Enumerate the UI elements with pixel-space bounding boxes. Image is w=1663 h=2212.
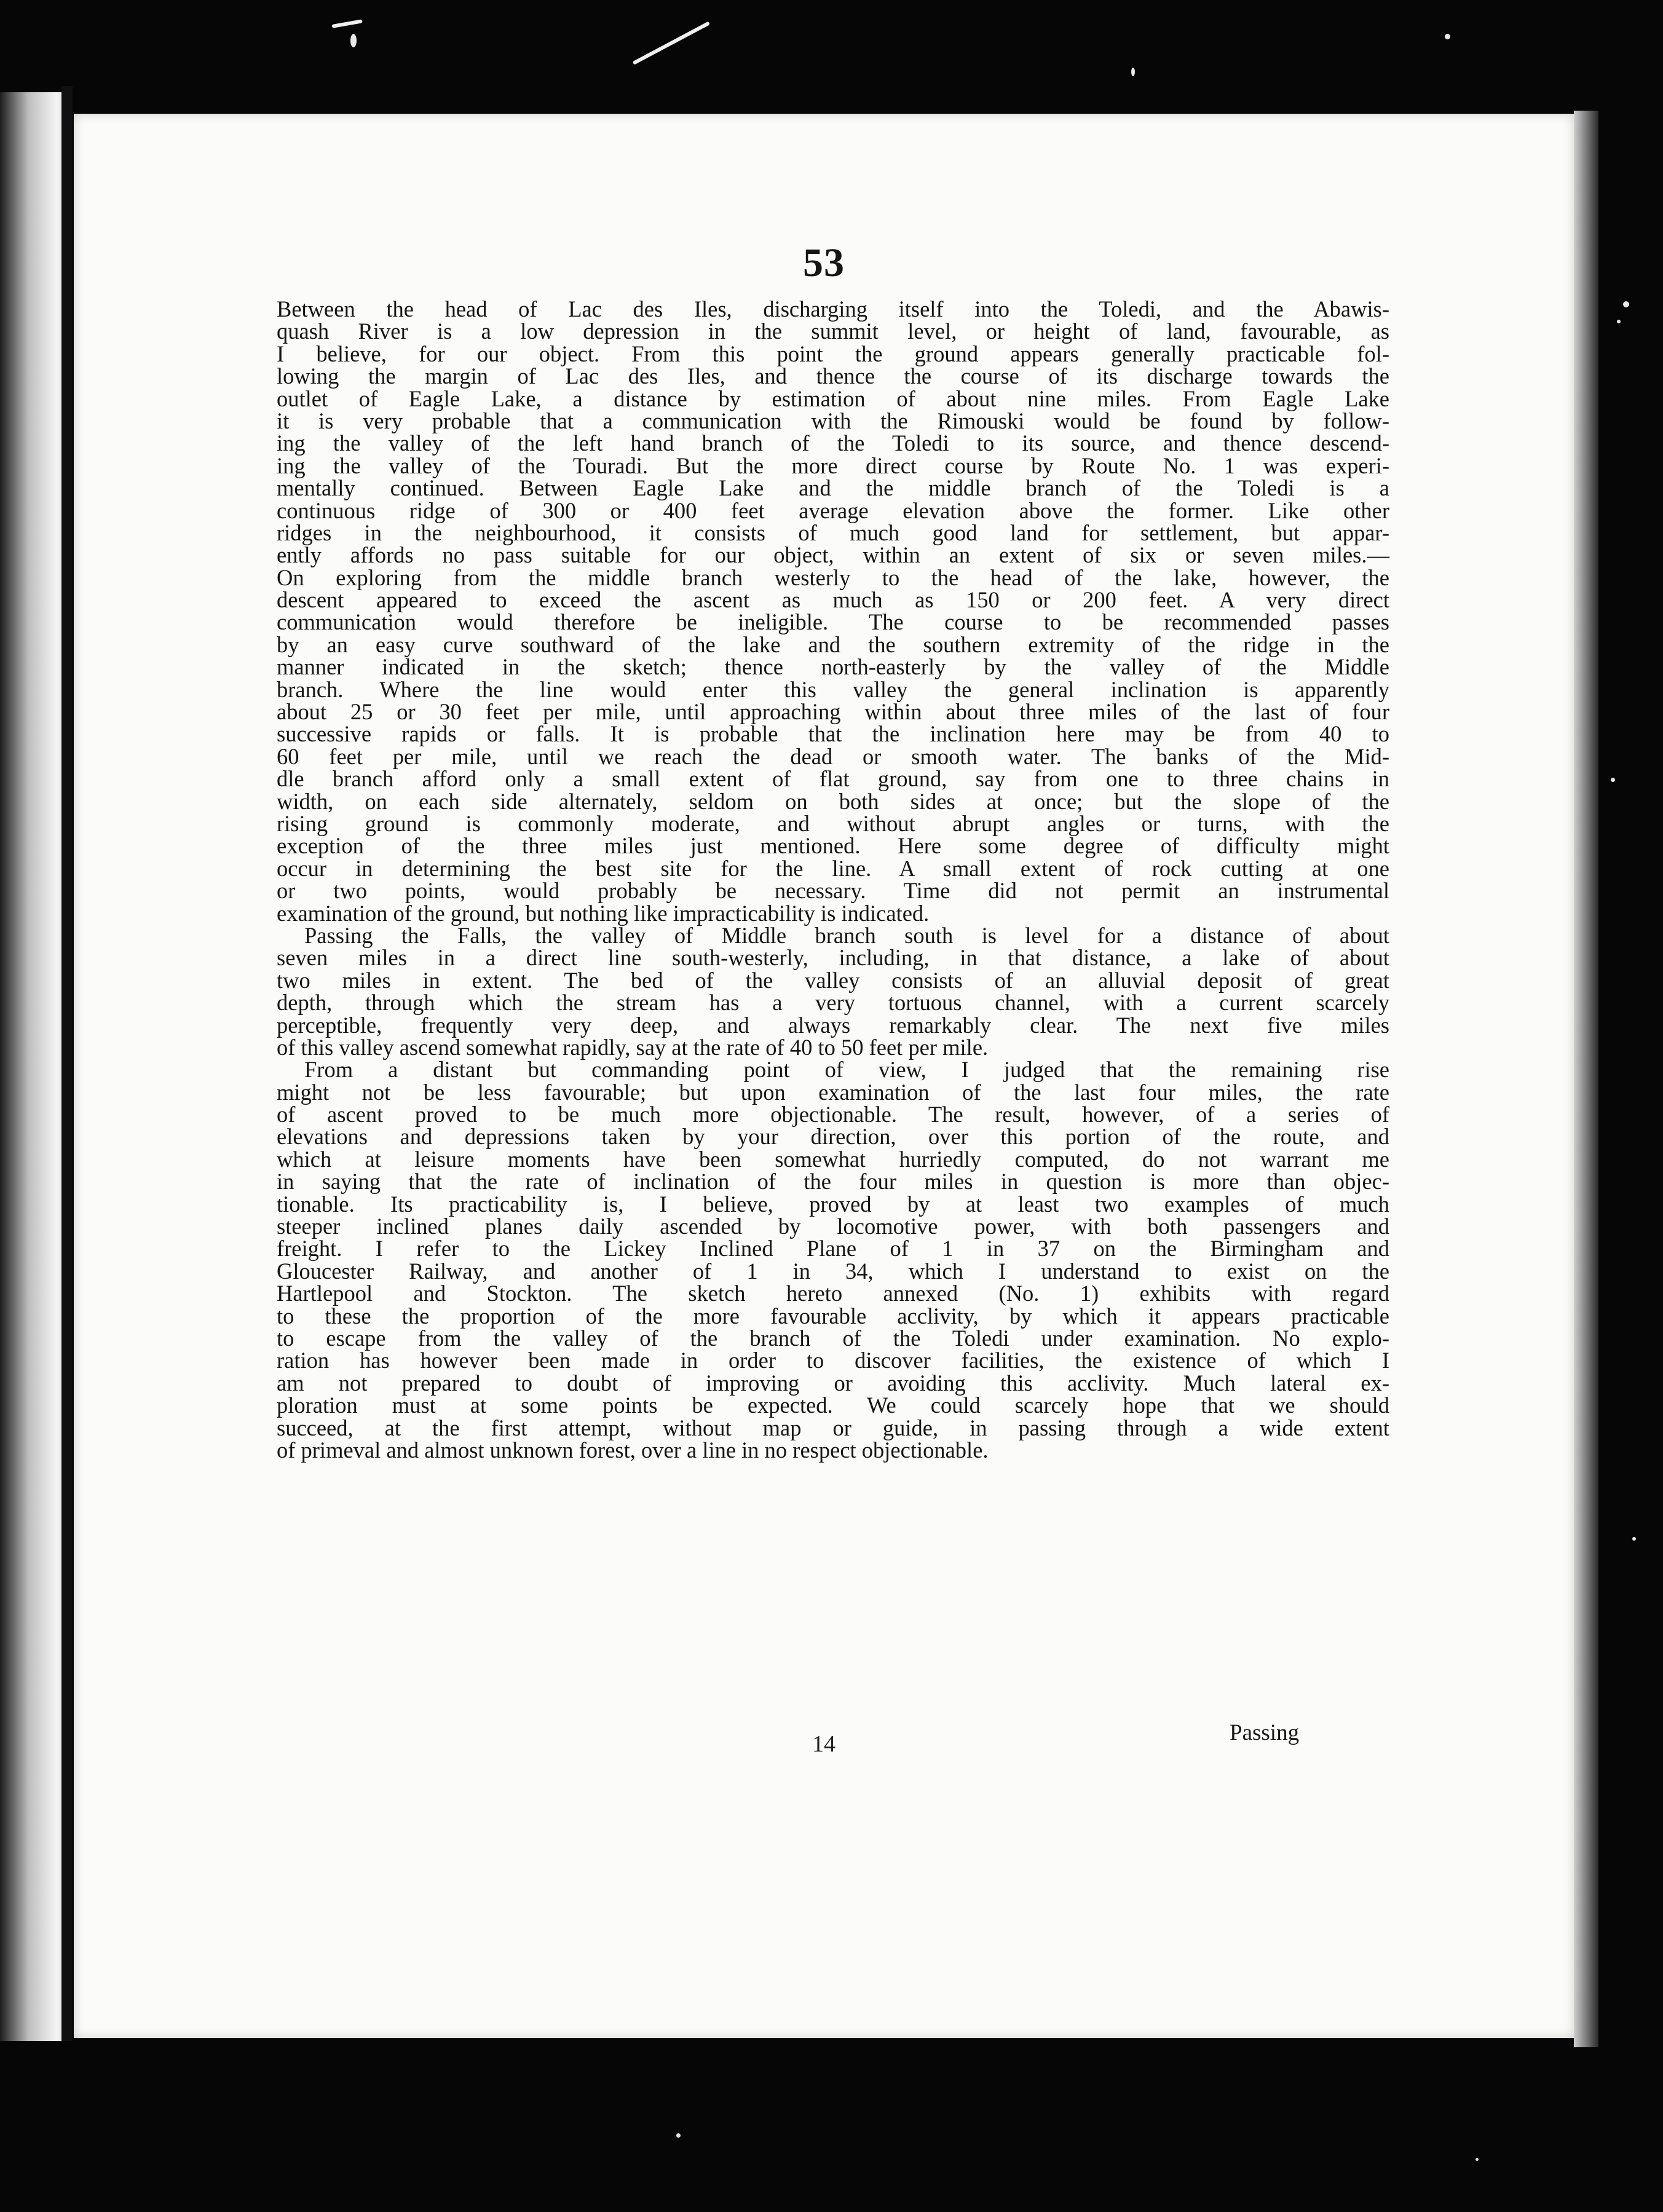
text-line: quash River is a low depression in the summit level, or height of land, favourable, as — [277, 318, 1389, 344]
text-line: ently affords no pass suitable for our object, within an extent of six or seven miles.— — [277, 542, 1389, 568]
text-line: perceptible, frequently very deep, and always remarkably clear. The next five miles — [277, 1012, 1389, 1038]
text-line: am not prepared to doubt of improving or avoiding this acclivity. Much lateral ex- — [277, 1370, 1389, 1396]
scan-artifact-speck — [1617, 320, 1621, 323]
text-line: successive rapids or falls. It is probable that the inclination here may be from 40 to — [277, 721, 1389, 747]
text-line: ing the valley of the Touradi. But the more direct course by Route No. 1 was experi- — [277, 452, 1389, 478]
text-line: might not be less favourable; but upon examination of the last four miles, the rate — [277, 1079, 1389, 1105]
page-gutter — [61, 86, 73, 2041]
text-line: outlet of Eagle Lake, a distance by estimation of about nine miles. From Eagle Lake — [277, 385, 1389, 411]
text-line: communication would therefore be ineligible. The course to be recommended passes — [277, 609, 1389, 635]
body-text — [277, 298, 1389, 1461]
text-line: lowing the margin of Lac des Iles, and thence the course of its discharge towards the — [277, 363, 1389, 389]
text-line: descent appeared to exceed the ascent as much as 150 or 200 feet. A very direct — [277, 587, 1389, 613]
text-line: ing the valley of the left hand branch of the Toledi to its source, and thence descend- — [277, 430, 1389, 456]
text-line: mentally continued. Between Eagle Lake and the middle branch of the Toledi is a — [277, 475, 1389, 501]
scan-artifact-speck — [1623, 301, 1629, 307]
text-line: exception of the three miles just mentioned. Here some degree of difficulty might — [277, 833, 1389, 859]
text-line: Gloucester Railway, and another of 1 in 34, which I understand to exist on the — [277, 1258, 1389, 1284]
scan-artifact-speck — [350, 34, 357, 47]
text-line: width, on each side alternately, seldom on both sides at once; but the slope of the — [277, 788, 1389, 814]
text-line: rising ground is commonly moderate, and without abrupt angles or turns, with the — [277, 810, 1389, 836]
signature-mark: 14 — [812, 1731, 835, 1757]
text-line: Hartlepool and Stockton. The sketch hereto annexed (No. 1) exhibits with regard — [277, 1281, 1389, 1306]
text-line: of ascent proved to be much more objectionable. The result, however, of a series of — [277, 1102, 1389, 1128]
text-line: continuous ridge of 300 or 400 feet average elevation above the former. Like other — [277, 497, 1389, 523]
text-line: seven miles in a direct line south-westerly, including, in that distance, a lake of about — [277, 945, 1389, 971]
scan-artifact-speck — [1131, 68, 1135, 76]
text-line: succeed, at the first attempt, without map or guide, in passing through a wide extent — [277, 1415, 1389, 1440]
text-line: On exploring from the middle branch westerly to the head of the lake, however, the — [277, 564, 1389, 590]
scan-artifact-speck — [1475, 2158, 1479, 2161]
scan-artifact-speck — [676, 2133, 681, 2138]
document-page — [74, 114, 1574, 2038]
text-line: of primeval and almost unknown forest, over a line in no respect objectionable. — [277, 1437, 989, 1463]
text-line: which at leisure moments have been somewhat hurriedly computed, do not warrant me — [277, 1146, 1389, 1172]
text-line: freight. I refer to the Lickey Inclined Plane of 1 in 37 on the Birmingham and — [277, 1236, 1389, 1262]
page-number: 53 — [803, 240, 845, 285]
text-line: it is very probable that a communication with the Rimouski would be found by follow- — [277, 408, 1389, 433]
text-line: in saying that the rate of inclination of the four miles in question is more than objec- — [277, 1169, 1389, 1195]
scan-artifact-speck — [1445, 34, 1450, 39]
paragraph — [277, 1059, 1389, 1461]
text-line: ration has however been made in order to discover facilities, the existence of which I — [277, 1348, 1389, 1373]
scan-artifact-speck — [1611, 778, 1615, 782]
text-line: Passing the Falls, the valley of Middle branch south is level for a distance of about — [304, 922, 1389, 948]
catchword: Passing — [1230, 1720, 1300, 1745]
text-line: of this valley ascend somewhat rapidly, say at the rate of 40 to 50 feet per mile. — [277, 1034, 989, 1060]
text-line: tionable. Its practicability is, I believe, proved by at least two examples of much — [277, 1191, 1389, 1217]
text-line: From a distant but commanding point of view, I judged that the remaining rise — [304, 1057, 1389, 1083]
text-line: occur in determining the best site for the line. A small extent of rock cutting at one — [277, 855, 1389, 881]
text-line: elevations and depressions taken by your direction, over this portion of the route, and — [277, 1124, 1389, 1150]
text-line: examination of the ground, but nothing like impracticability is indicated. — [277, 900, 930, 926]
text-line: ridges in the neighbourhood, it consists of much good land for settlement, but appar- — [277, 519, 1389, 545]
text-line: ploration must at some points be expected. We could scarcely hope that we should — [277, 1392, 1389, 1418]
text-line: to escape from the valley of the branch of the Toledi under examination. No explo- — [277, 1325, 1389, 1351]
text-line: about 25 or 30 feet per mile, until approaching within about three miles of the last of four — [277, 699, 1389, 725]
text-line: depth, through which the stream has a very tortuous channel, with a current scarcely — [277, 990, 1389, 1016]
text-line: by an easy curve southward of the lake and the southern extremity of the ridge in the — [277, 631, 1389, 657]
paragraph — [277, 298, 1389, 925]
text-line: or two points, would probably be necessary. Time did not permit an instrumental — [277, 878, 1389, 904]
facing-page-edge — [0, 92, 71, 2041]
text-line: steeper inclined planes daily ascended by locomotive power, with both passengers and — [277, 1214, 1389, 1239]
text-line: 60 feet per mile, until we reach the dead or smooth water. The banks of the Mid- — [277, 743, 1389, 769]
paragraph — [277, 922, 1389, 1060]
scan-artifact-speck — [1632, 1537, 1636, 1541]
text-line: Between the head of Lac des Iles, discharging itself into the Toledi, and the Abawis- — [277, 296, 1389, 322]
text-line: two miles in extent. The bed of the valley consists of an alluvial deposit of great — [277, 967, 1389, 993]
text-line: dle branch afford only a small extent of flat ground, say from one to three chains in — [277, 766, 1389, 792]
text-line: I believe, for our object. From this point the ground appears generally practicable fol- — [277, 341, 1389, 366]
text-line: manner indicated in the sketch; thence north-easterly by the valley of the Middle — [277, 654, 1389, 680]
text-line: to these the proportion of the more favourable acclivity, by which it appears practicable — [277, 1303, 1389, 1329]
page-edge-shadow — [1574, 111, 1598, 2047]
text-line: branch. Where the line would enter this valley the general inclination is apparently — [277, 676, 1389, 702]
